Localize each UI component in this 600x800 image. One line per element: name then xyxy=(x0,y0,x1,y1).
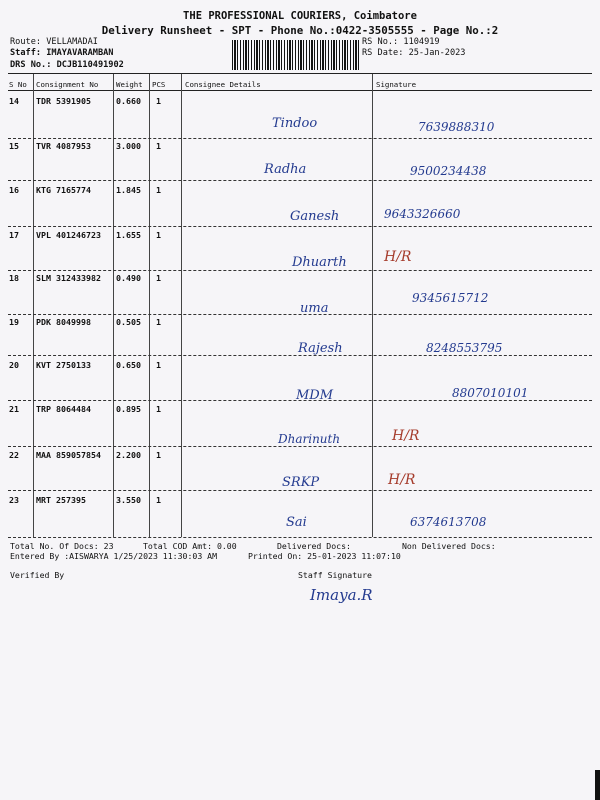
rs-date: RS Date: 25-Jan-2023 xyxy=(362,48,466,58)
signature-handwritten: 8248553795 xyxy=(426,341,503,355)
consignee-handwritten: Dharinuth xyxy=(278,432,341,446)
row-consignment: TRP 8064484 xyxy=(36,404,91,414)
row-pcs: 1 xyxy=(156,141,161,151)
table-header-border xyxy=(8,90,592,91)
row-pcs: 1 xyxy=(156,360,161,370)
runsheet-subtitle: Delivery Runsheet - SPT - Phone No.:0422-3505555 - Page No.:2 xyxy=(101,24,499,37)
consignee-handwritten: uma xyxy=(300,301,329,316)
row-sno: 15 xyxy=(9,141,19,151)
row-sno: 14 xyxy=(9,96,19,106)
staff-signature-label: Staff Signature xyxy=(298,570,372,580)
row-sno: 21 xyxy=(9,404,19,414)
row-weight: 3.000 xyxy=(116,141,141,151)
row-pcs: 1 xyxy=(156,185,161,195)
verified-by-label: Verified By xyxy=(10,570,65,580)
row-pcs: 1 xyxy=(156,404,161,414)
signature-handwritten: H/R xyxy=(384,249,412,265)
drs-number: DRS No.: DCJB110491902 xyxy=(10,60,124,70)
row-divider xyxy=(8,226,592,227)
row-weight: 1.655 xyxy=(116,230,141,240)
row-pcs: 1 xyxy=(156,450,161,460)
row-divider xyxy=(8,537,592,538)
row-consignment: PDK 8049998 xyxy=(36,317,91,327)
row-sno: 18 xyxy=(9,273,19,283)
row-divider xyxy=(8,138,592,139)
signature-handwritten: 8807010101 xyxy=(452,386,529,400)
table-row xyxy=(0,317,600,358)
table-top-border xyxy=(8,73,592,74)
row-pcs: 1 xyxy=(156,96,161,106)
consignee-handwritten: Tindoo xyxy=(272,116,318,131)
signature-handwritten: H/R xyxy=(388,472,416,488)
row-consignment: KVT 2750133 xyxy=(36,360,91,370)
table-row xyxy=(0,96,600,137)
row-divider xyxy=(8,490,592,491)
row-sno: 20 xyxy=(9,360,19,370)
signature-handwritten: 7639888310 xyxy=(418,120,495,134)
row-weight: 1.845 xyxy=(116,185,141,195)
row-consignment: MAA 859057854 xyxy=(36,450,101,460)
column-header-weight: Weight xyxy=(116,80,143,89)
table-row xyxy=(0,185,600,226)
column-header-signature: Signature xyxy=(376,80,417,89)
row-consignment: VPL 401246723 xyxy=(36,230,101,240)
rs-number: RS No.: 1104919 xyxy=(362,37,440,47)
total-docs: Total No. Of Docs: 23 xyxy=(10,541,114,551)
signature-handwritten: 9500234438 xyxy=(410,164,487,178)
table-row xyxy=(0,360,600,401)
non-delivered-docs: Non Delivered Docs: xyxy=(402,541,496,551)
table-row xyxy=(0,273,600,314)
row-weight: 0.895 xyxy=(116,404,141,414)
consignee-handwritten: SRKP xyxy=(282,475,320,490)
row-sno: 17 xyxy=(9,230,19,240)
row-pcs: 1 xyxy=(156,230,161,240)
row-divider xyxy=(8,314,592,315)
entered-by: Entered By :AISWARYA 1/25/2023 11:30:03 AM xyxy=(10,551,218,561)
row-consignment: MRT 257395 xyxy=(36,495,86,505)
staff-label: Staff: IMAYAVARAMBAN xyxy=(10,48,114,58)
row-weight: 0.490 xyxy=(116,273,141,283)
row-weight: 0.505 xyxy=(116,317,141,327)
staff-handwritten-signature: Imaya.R xyxy=(310,586,373,604)
row-sno: 19 xyxy=(9,317,19,327)
signature-handwritten: 9345615712 xyxy=(412,291,489,305)
row-consignment: TVR 4087953 xyxy=(36,141,91,151)
scan-edge-mark xyxy=(595,770,600,800)
row-divider xyxy=(8,355,592,356)
table-row xyxy=(0,495,600,536)
signature-handwritten: H/R xyxy=(392,428,420,444)
table-row xyxy=(0,230,600,271)
row-pcs: 1 xyxy=(156,495,161,505)
row-weight: 0.660 xyxy=(116,96,141,106)
column-header-consignee: Consignee Details xyxy=(185,80,261,89)
column-header-sno: S No xyxy=(9,80,27,89)
row-weight: 0.650 xyxy=(116,360,141,370)
row-sno: 16 xyxy=(9,185,19,195)
printed-on: Printed On: 25-01-2023 11:07:10 xyxy=(248,551,401,561)
row-consignment: TDR 5391905 xyxy=(36,96,91,106)
row-pcs: 1 xyxy=(156,317,161,327)
row-divider xyxy=(8,180,592,181)
row-consignment: KTG 7165774 xyxy=(36,185,91,195)
total-cod-amount: Total COD Amt: 0.00 xyxy=(143,541,237,551)
route-label: Route: VELLAMADAI xyxy=(10,37,98,47)
row-sno: 23 xyxy=(9,495,19,505)
consignee-handwritten: Rajesh xyxy=(298,341,343,356)
delivered-docs: Delivered Docs: xyxy=(277,541,351,551)
barcode xyxy=(232,40,359,70)
row-divider xyxy=(8,446,592,447)
consignee-handwritten: MDM xyxy=(296,388,334,403)
table-row xyxy=(0,141,600,182)
company-title: THE PROFESSIONAL COURIERS, Coimbatore xyxy=(183,10,417,22)
column-header-consignment: Consignment No xyxy=(36,80,99,89)
consignee-handwritten: Radha xyxy=(264,162,307,177)
signature-handwritten: 9643326660 xyxy=(384,207,461,221)
row-weight: 2.200 xyxy=(116,450,141,460)
row-consignment: SLM 312433982 xyxy=(36,273,101,283)
row-sno: 22 xyxy=(9,450,19,460)
row-weight: 3.550 xyxy=(116,495,141,505)
row-divider xyxy=(8,400,592,401)
column-header-pcs: PCS xyxy=(152,80,166,89)
signature-handwritten: 6374613708 xyxy=(410,515,487,529)
consignee-handwritten: Ganesh xyxy=(290,209,340,224)
consignee-handwritten: Sai xyxy=(286,515,307,530)
row-pcs: 1 xyxy=(156,273,161,283)
table-row xyxy=(0,404,600,445)
consignee-handwritten: Dhuarth xyxy=(292,255,347,270)
row-divider xyxy=(8,270,592,271)
table-row xyxy=(0,450,600,491)
